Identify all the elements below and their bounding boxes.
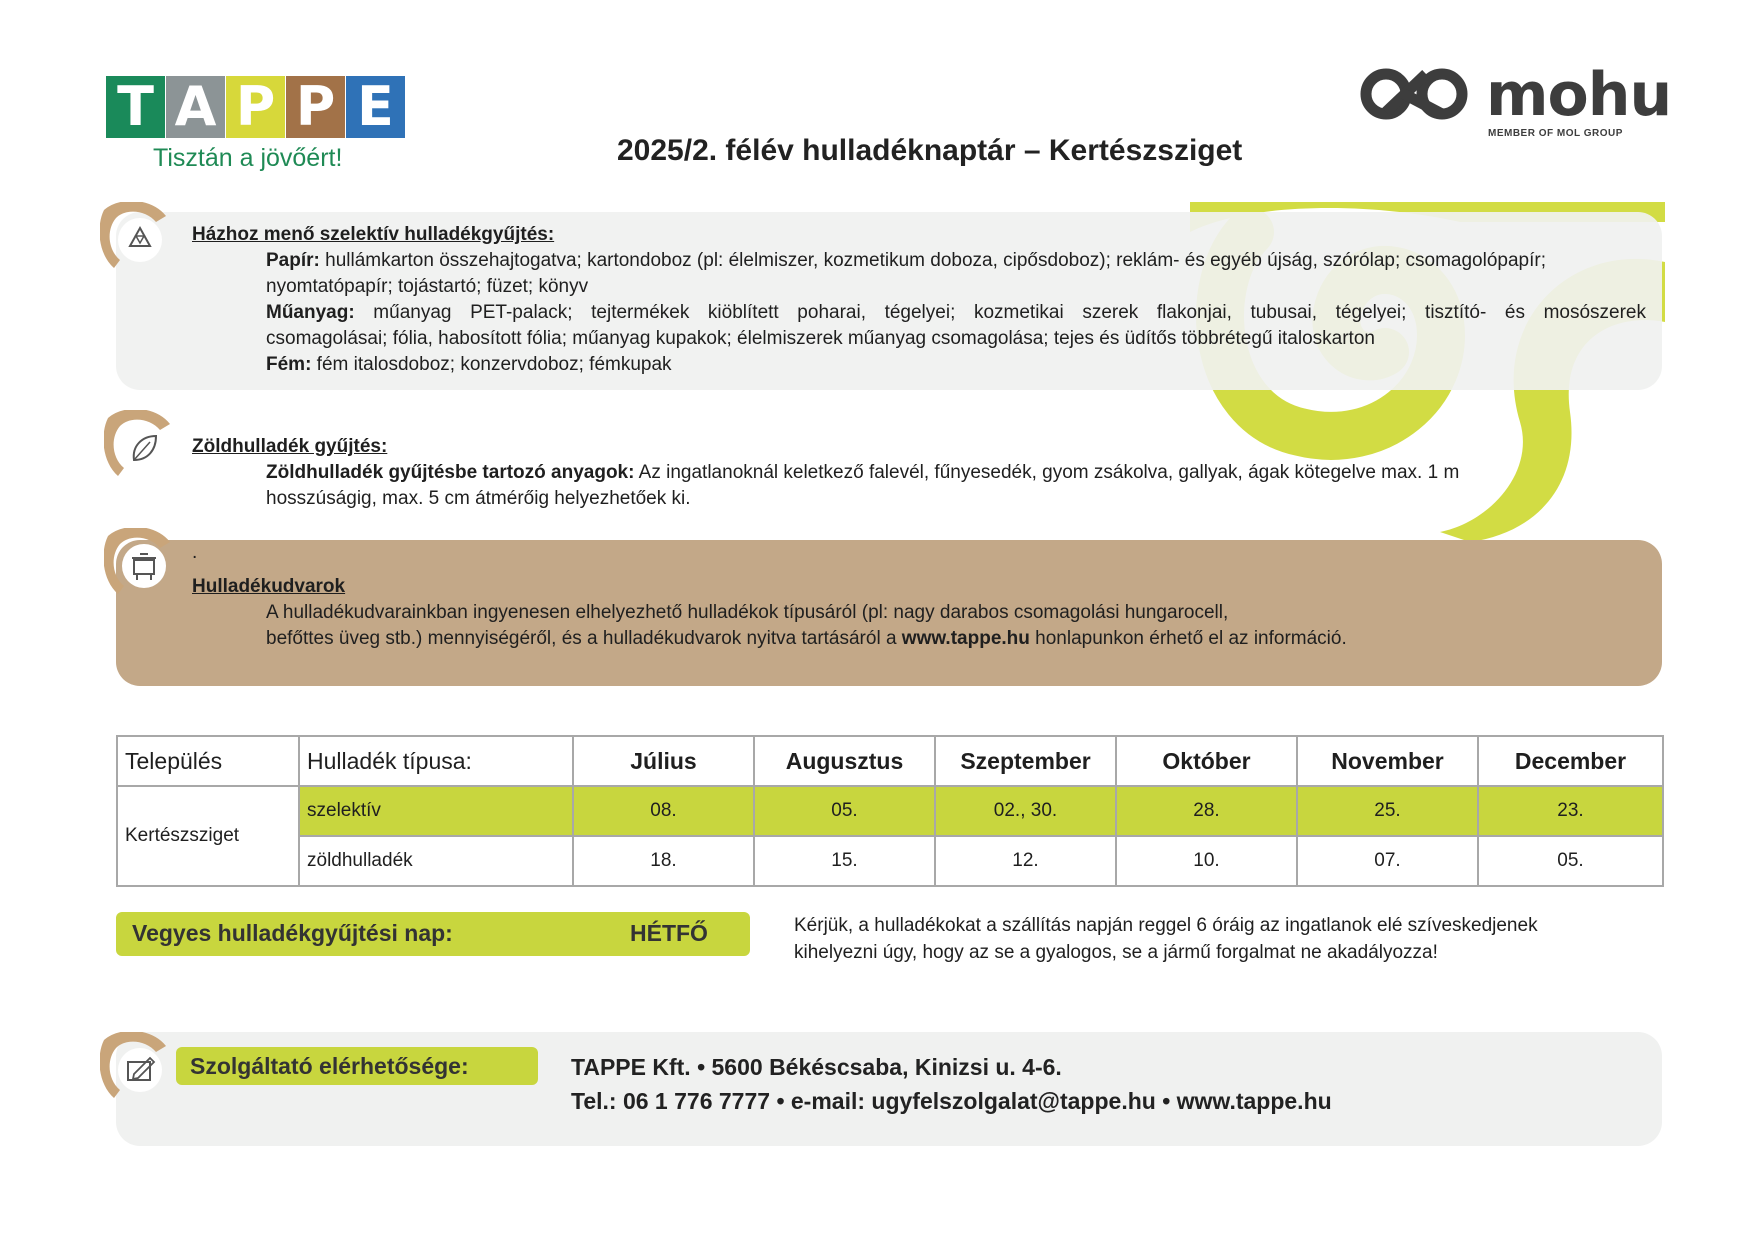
- tappe-logo-letter: T: [106, 76, 165, 138]
- recycle-icon: [100, 202, 168, 270]
- col-type-header: Hulladék típusa:: [299, 736, 573, 786]
- date-cell: 02., 30.: [935, 786, 1116, 836]
- month-header: Szeptember: [935, 736, 1116, 786]
- green-heading: Zöldhulladék gyűjtés:: [192, 436, 388, 457]
- contact-phone-email[interactable]: Tel.: 06 1 776 7777 • e-mail: ugyfelszolgalat@tappe.hu • www.tappe.hu: [571, 1088, 1332, 1114]
- notice-line-2: kihelyezni úgy, hogy az se a gyalogos, se a jármű forgalmat ne akadályozza!: [794, 942, 1438, 963]
- yards-text-2: [266, 626, 1646, 652]
- mixed-waste-label: Vegyes hulladékgyűjtési nap:: [132, 920, 453, 946]
- col-settlement-header: Település: [117, 736, 299, 786]
- month-header: Október: [1116, 736, 1297, 786]
- mohu-symbol-icon: [1356, 64, 1474, 128]
- green-text-1: Az ingatlanoknál keletkező falevél, fűnyesedék, gyom zsákolva, gallyak, ágak kötegelve max. 1 m: [634, 462, 1460, 483]
- date-cell: 25.: [1297, 786, 1478, 836]
- contact-address: TAPPE Kft. • 5600 Békéscsaba, Kinizsi u. 4-6.: [571, 1054, 1062, 1080]
- leaf-icon: [104, 410, 172, 478]
- table-row-selective: [117, 786, 1663, 836]
- paper-label: Papír:: [266, 250, 320, 271]
- schedule-table: [116, 735, 1664, 887]
- month-header: November: [1297, 736, 1478, 786]
- mohu-subtitle: MEMBER OF MOL GROUP: [1488, 128, 1623, 139]
- paper-text-1: hullámkarton összehajtogatva; kartondoboz (pl: élelmiszer, kozmetikum doboza, cipősdoboz); reklám- és egyéb újság, szórólap; csomagolópapír;: [319, 250, 1546, 271]
- settlement-cell: Kertészsziget: [117, 786, 299, 886]
- mohu-wordmark: mohu: [1486, 60, 1672, 130]
- yards-heading: Hulladékudvarok: [192, 576, 346, 597]
- green-text-2: hosszúságig, max. 5 cm átmérőig helyezhetőek ki.: [266, 488, 691, 509]
- tappe-logo-letters: [106, 76, 406, 138]
- date-cell: 08.: [573, 786, 754, 836]
- tappe-logo: [106, 76, 406, 172]
- yards-text-2a: befőttes üveg stb.) mennyiségéről, és a hulladékudvarok nyitva tartásáról a: [266, 628, 902, 649]
- tappe-logo-letter: A: [166, 76, 225, 138]
- tappe-tagline: Tisztán a jövőért!: [153, 144, 343, 172]
- page-title: 2025/2. félév hulladéknaptár – Kertészsziget: [617, 134, 1243, 167]
- plastic-label: Műanyag:: [266, 302, 355, 323]
- waste-yard-icon: [104, 528, 172, 596]
- collection-notice: [794, 912, 1584, 966]
- metal-label: Fém:: [266, 354, 312, 375]
- yards-text-1: A hulladékudvarainkban ingyenesen elhelyezhető hulladékok típusáról (pl: nagy darabos csomagolási hungarocell,: [266, 602, 1229, 623]
- selective-plastic-text-2: csomagolásai; fólia, habosított fólia; műanyag kupakok; élelmiszerek műanyag csomagolása; tejes és üdítős többrétegű italoskarton: [266, 328, 1375, 349]
- green-text: [266, 460, 1606, 486]
- tappe-logo-letter: P: [286, 76, 345, 138]
- month-header: Július: [573, 736, 754, 786]
- yards-text-2b: honlapunkon érhető el az információ.: [1029, 628, 1347, 649]
- selective-metal-text: [266, 352, 1646, 378]
- waste-type-cell: zöldhulladék: [299, 836, 573, 886]
- selective-plastic-text: [266, 300, 1646, 326]
- date-cell: 05.: [754, 786, 935, 836]
- date-cell: 18.: [573, 836, 754, 886]
- table-row-green: [117, 836, 1663, 886]
- yards-link[interactable]: www.tappe.hu: [901, 628, 1030, 649]
- yards-dot: .: [192, 542, 198, 563]
- contact-label: Szolgáltató elérhetősége:: [190, 1053, 469, 1079]
- selective-heading: Házhoz menő szelektív hulladékgyűjtés:: [192, 224, 555, 245]
- tappe-logo-letter: E: [346, 76, 405, 138]
- metal-text: fém italosdoboz; konzervdoboz; fémkupak: [311, 354, 672, 375]
- date-cell: 12.: [935, 836, 1116, 886]
- date-cell: 07.: [1297, 836, 1478, 886]
- notice-line-1: Kérjük, a hulladékokat a szállítás napján reggel 6 óráig az ingatlanok elé szíveskedjenek: [794, 915, 1538, 936]
- contact-edit-icon: [100, 1032, 168, 1100]
- month-header: December: [1478, 736, 1663, 786]
- contact-label-box: [176, 1047, 538, 1085]
- waste-type-cell: szelektív: [299, 786, 573, 836]
- date-cell: 23.: [1478, 786, 1663, 836]
- date-cell: 28.: [1116, 786, 1297, 836]
- green-label: Zöldhulladék gyűjtésbe tartozó anyagok:: [266, 462, 635, 483]
- table-header-row: [117, 736, 1663, 786]
- selective-paper-text-2: nyomtatópapír; tojástartó; füzet; könyv: [266, 276, 589, 297]
- mixed-waste-box: [116, 912, 750, 956]
- plastic-text-1: műanyag PET-palack; tejtermékek kiöblített poharai, tégelyei; kozmetikai szerek flakonjai, tubusai, tégelyei; tisztító- és mosószerek: [354, 302, 1646, 323]
- mixed-waste-day: HÉTFŐ: [630, 920, 708, 946]
- date-cell: 05.: [1478, 836, 1663, 886]
- date-cell: 10.: [1116, 836, 1297, 886]
- tappe-logo-letter: P: [226, 76, 285, 138]
- month-header: Augusztus: [754, 736, 935, 786]
- date-cell: 15.: [754, 836, 935, 886]
- mohu-logo: [1356, 60, 1672, 144]
- selective-paper-text: [266, 248, 1646, 274]
